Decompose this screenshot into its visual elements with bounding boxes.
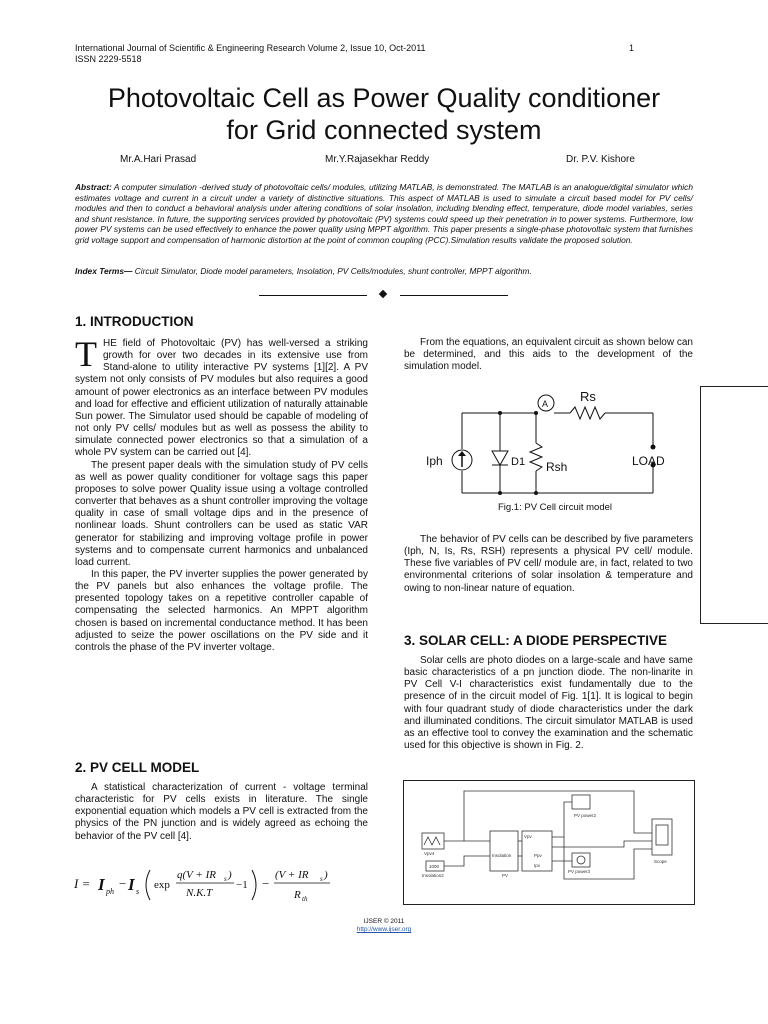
page-number: 1 (629, 43, 635, 53)
intro-body (75, 334, 368, 654)
rs-label: Rs (580, 389, 596, 404)
separator-left (259, 295, 367, 296)
eq-den2: R (294, 889, 301, 901)
eq-iph-sub: ph (106, 887, 114, 896)
eq-num2-close: ) (324, 869, 328, 881)
intro-p1-text: HE field of Photovoltaic (PV) has well-versed a striking growth for over two decades in its extensive use from Stand-alone to utility interactive PV systems [1][2]. A PV system not only consists of PV modules but also requires a good amount of power electronics as an interface between PV modules and load for effective and efficient utilization of naturally attainable Sun power. The Simulator used should be capable of modeling of not only PV cells/ modules but as well as possess the ability to simulate connected power electronics so that a simulation of a whole PV system can be carried out [4]. (75, 338, 368, 459)
eq-den: N.K.T (186, 887, 213, 899)
d1-label: D1 (511, 456, 526, 468)
eq-num2: (V + IR (275, 869, 309, 881)
page-footer (40, 918, 728, 934)
index-terms-text: Circuit Simulator, Diode model parameters, Insolation, PV Cells/modules, shunt controller, MPPT algorithm. (132, 266, 532, 276)
fig2-scope: Scope (654, 859, 667, 864)
index-terms-label: Index Terms— (75, 266, 133, 276)
fig2-pv-power3-label: PV power3 (568, 869, 591, 874)
pv-cell-body (75, 782, 368, 843)
abstract-text: A computer simulation -derived study of photovoltaic cells/ modules, utilizing MATLAB, is demonstrated. The MATLAB is an analogue/digital simulator which estimates voltage and current in a circuit under a variety of distinctive situations. This aspect of MATLAB is used to simulate a circuit based model for PV cells/ modules and then to conduct a behavioral analysis under altering conditions of solar insolation, including blending effect, temperature, diode model variables, series and shunt resistance. In future, the supporting services provided by photovoltaic (PV) systems could speed up their penetration in to power systems. Furthermore, low power PV systems can be used effectively to enhance the power quality using MPPT algorithm. This paper presents a single-phase photovoltaic system that furnishes grid voltage support and compensation of harmonic distortion at the point of common coupling (PCC).Simulation results validate the proposed solution. (75, 182, 694, 245)
fig2-pv-block: PV (502, 873, 509, 878)
pv-cell-heading: 2. PV CELL MODEL (75, 760, 200, 775)
journal-header (75, 43, 426, 65)
paper-title (40, 82, 728, 146)
eq-num-sub: s (224, 875, 227, 883)
eq-num: q(V + IR (177, 869, 216, 881)
fig2-constant: 1000 (429, 864, 440, 869)
index-terms (75, 266, 693, 276)
intro-heading: 1. INTRODUCTION (75, 314, 194, 329)
figure-2-schematic (403, 780, 695, 905)
eq-lhs: I = (74, 876, 91, 891)
eq-num2-sub: s (320, 875, 323, 883)
eq-minus-2: − (262, 876, 270, 891)
side-panel-box (700, 386, 768, 624)
author-2: Mr.Y.Rajasekhar Reddy (325, 154, 430, 165)
load-label: LOAD (632, 454, 665, 468)
solar-cell-body (404, 655, 693, 752)
footer-url-link[interactable]: http://www.ijser.org (356, 926, 412, 933)
solar-cell-heading: 3. SOLAR CELL: A DIODE PERSPECTIVE (404, 633, 668, 648)
fig2-vpv4: Vpv4 (424, 851, 435, 856)
fig2-vpv-port: Vpv (524, 834, 532, 839)
figure-2-diagram (404, 781, 694, 904)
issn: ISSN 2229-5518 (75, 54, 142, 64)
eq-den2-sub: th (302, 895, 308, 903)
footer-org: IJSER © 2011 (363, 918, 405, 925)
fig2-pv-power-label: PV power2 (574, 813, 597, 818)
fig2-ipv-port: Ipv (534, 863, 541, 868)
abstract (75, 182, 693, 246)
intro-paragraph-3: In this paper, the PV inverter supplies the power generated by the PV panels but also enhances the voltage profile. The presented topology takes on a repetitive controller capable of compensating the selected harmonics. An MPPT algorithm chosen is based on incremental conductance method. It has been adjusted to seize the power oscillations on the PV side and it controls the phase of the PV inverter voltage. (75, 568, 368, 653)
eq-exp: exp (154, 879, 170, 891)
iph-label: Iph (426, 454, 443, 468)
eq-minus-one: −1 (236, 879, 248, 891)
right-paragraph-2: The behavior of PV cells can be described by five parameters (Iph, N, Is, Rs, RSH) represents a physical PV cell/ module. These five variables of PV cell/ module are, in fact, related to two environmental criterions of solar insolation & temperature and owing to non-linear nature of equation. (404, 534, 693, 594)
fig2-ppv-port: Ppv (534, 853, 542, 858)
fig2-insolation-port: Insolation (492, 853, 512, 858)
ammeter-label: A (542, 399, 549, 409)
right-paragraph-1: From the equations, an equivalent circuit as shown below can be determined, and this aids to the development of the simulation model. (404, 337, 693, 373)
eq-is: I (128, 875, 135, 894)
intro-paragraph-1 (75, 334, 368, 460)
abstract-label: Abstract: (75, 182, 112, 192)
title-line-1: Photovoltaic Cell as Power Quality conditioner (107, 83, 661, 113)
title-line-2: for Grid connected system (226, 115, 542, 145)
fig2-insolation2: Insolation2 (422, 873, 444, 878)
pv-paragraph-1: A statistical characterization of current - voltage terminal characteristic for PV cells exists in literature. The single exponential equation which models a PV cell is extracted from the physics of the PN junction and is widely agreed as echoing the behavior of the PV cell [4]. (75, 782, 368, 842)
intro-paragraph-2: The present paper deals with the simulation study of PV cells as well as power quality conditioner for voltage sags this paper proposes to solve power Quality issue using a voltage controlled converter that behaves as a shunt controller improving the voltage quality in case of small voltage dips and in the presence of nonlinear loads. Shunt controllers can be used as static VAR generator for stabilizing and improving voltage profile in power systems and to compensate current harmonics and unbalanced load current. (75, 459, 368, 568)
eq-num-close: ) (228, 869, 232, 881)
pv-equation (72, 862, 372, 908)
rsh-label: Rsh (546, 460, 568, 474)
author-3: Dr. P.V. Kishore (566, 154, 635, 165)
journal-name: International Journal of Scientific & Engineering Research Volume 2, Issue 10, Oct-2011 (75, 43, 426, 53)
eq-iph: I (98, 875, 105, 894)
drop-cap: T (75, 334, 97, 374)
right-body-2 (404, 534, 693, 595)
eq-minus-1: − (119, 876, 127, 891)
right-intro-body (404, 337, 693, 373)
figure-1-caption: Fig.1: PV Cell circuit model (497, 502, 613, 513)
eq-is-sub: s (136, 887, 140, 896)
separator-right (400, 295, 508, 296)
figure-1-circuit (420, 385, 680, 500)
separator-diamond-icon (379, 290, 387, 298)
solar-paragraph-1: Solar cells are photo diodes on a large-scale and have same basic characteristics of a pn junction diode. The non-linarite in PV Cell V-I characteristics exist fundamentally due to the presence of in the circuit model of Fig. 1[1]. It is logical to begin with four quadrant study of diode characteristics under the dark and illuminated conditions. The circuit simulator MATLAB is used as an effective tool to convey the examination and the schematic used for this objective is shown in Fig. 2. (404, 655, 693, 752)
author-1: Mr.A.Hari Prasad (120, 154, 197, 165)
